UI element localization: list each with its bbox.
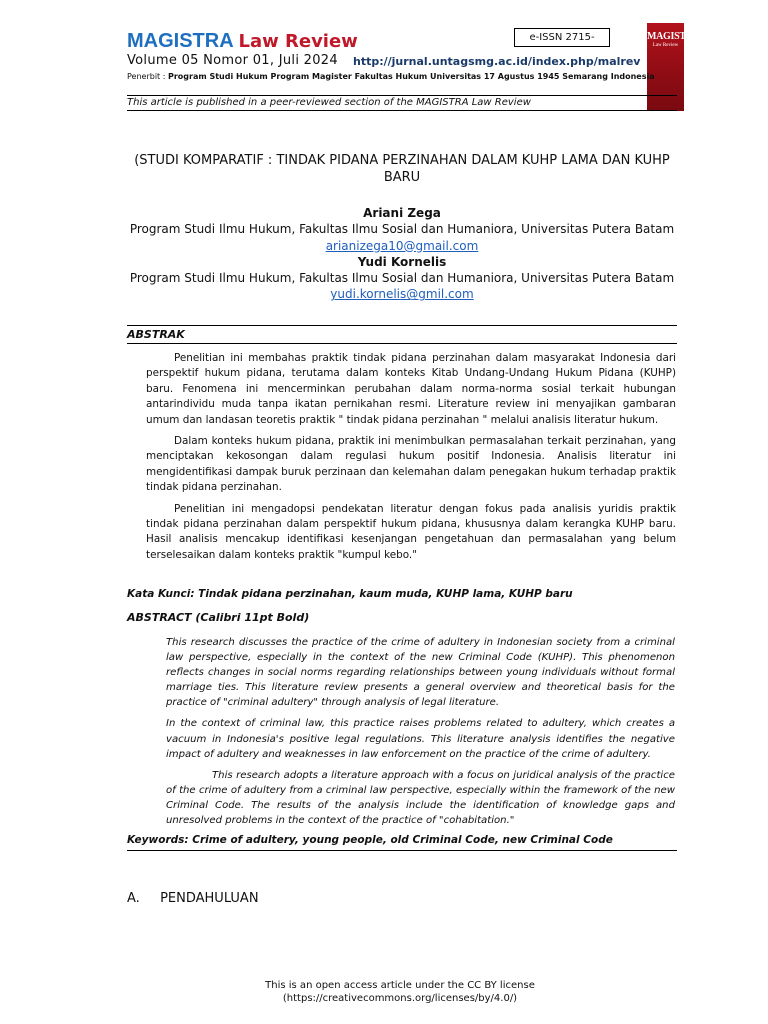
author-name: Ariani Zega bbox=[363, 206, 441, 220]
author-affiliation: Program Studi Ilmu Hukum, Fakultas Ilmu Sosial dan Humaniora, Universitas Putera Batam bbox=[129, 271, 675, 286]
abstract-paragraph: This research discusses the practice of the crime of adultery in Indonesian society from a criminal law perspective, especially in the context of the new Criminal Code (KUHP). This phenomenon reflects changes in social norms regarding relationships between young individuals without formal marriage ties. This literature review presents a general overview and theoretical basis for the practice of "criminal adultery" through analysis of legal literature. bbox=[166, 637, 675, 709]
abstract-heading: ABSTRACT (Calibri 11pt Bold) bbox=[127, 611, 310, 624]
abstract-body bbox=[166, 635, 675, 834]
peer-review-note: This article is published in a peer-reviewed section of the MAGISTRA Law Review bbox=[127, 97, 531, 108]
cover-subtitle: Law Review bbox=[652, 43, 679, 48]
author-email-link[interactable]: yudi.kornelis@gmil.com bbox=[330, 287, 474, 302]
abstrak-paragraph: Penelitian ini membahas praktik tindak pidana perzinahan dalam masyarakat Indonesia dari perspektif hukum pidana, terutama dalam konteks Kitab Undang-Undang Hukum Pidana (KUHP) baru. Fenomena ini mencerminkan perubahan dalam norma-norma sosial terkait hubungan antarindividu muda tanpa ikatan pernikahan resmi. Literature review ini menyajikan gambaran umum dan landasan teoretis praktik " tindak pidana perzinahan " melalui analisis literatur hukum. bbox=[146, 352, 676, 426]
author-email-link[interactable]: arianizega10@gmail.com bbox=[325, 238, 479, 253]
license-link[interactable]: (https://creativecommons.org/licenses/by/4.0/) bbox=[282, 993, 518, 1004]
section-title: PENDAHULUAN bbox=[160, 891, 259, 906]
issn-box: e-ISSN 2715- bbox=[514, 28, 610, 47]
abstract-paragraph: This research adopts a literature approach with a focus on juridical analysis of the practice of the crime of adultery from a criminal law perspective, especially within the framework of the new Criminal Code. The results of the analysis include the identification of knowledge gaps and unresolved problems in the context of the practice of "cohabitation." bbox=[166, 769, 675, 827]
kata-kunci: Kata Kunci: Tindak pidana perzinahan, kaum muda, KUHP lama, KUHP baru bbox=[127, 588, 573, 600]
abstract-paragraph: In the context of criminal law, this practice raises problems related to adultery, which creates a vacuum in Indonesia's positive legal regulations. This literature analysis identifies the negative impact of adultery and weaknesses in law enforcement on the practice of the crime of adultery. bbox=[166, 718, 675, 760]
divider bbox=[127, 110, 677, 111]
abstrak-body bbox=[146, 351, 676, 569]
author-name: Yudi Kornelis bbox=[357, 254, 447, 269]
author-affiliation: Program Studi Ilmu Hukum, Fakultas Ilmu Sosial dan Humaniora, Universitas Putera Batam bbox=[129, 222, 675, 237]
abstrak-heading: ABSTRAK bbox=[127, 328, 185, 341]
volume-info: Volume 05 Nomor 01, Juli 2024 bbox=[127, 53, 338, 68]
divider bbox=[127, 850, 677, 851]
publisher-label: Penerbit : bbox=[127, 72, 166, 81]
publisher-line bbox=[127, 72, 677, 82]
journal-url-link[interactable]: http://jurnal.untagsmg.ac.id/index.php/malrev bbox=[353, 55, 641, 68]
journal-name: MAGISTRA bbox=[127, 30, 233, 52]
journal-brand bbox=[127, 30, 358, 53]
section-number: A. bbox=[127, 891, 140, 906]
author-block bbox=[127, 205, 677, 303]
divider bbox=[127, 325, 677, 326]
abstrak-paragraph: Penelitian ini mengadopsi pendekatan literatur dengan fokus pada analisis yuridis praktik tindak pidana perzinahan dalam perspektif hukum pidana, khususnya dalam kerangka KUHP baru. Hasil analisis mencakup identifikasi kesenjangan pengetahuan dan permasalahan yang belum terselesaikan dalam konteks praktik "kumpul kebo." bbox=[146, 502, 676, 561]
divider bbox=[127, 95, 677, 96]
journal-cover-image bbox=[647, 23, 700, 111]
section-heading bbox=[127, 891, 259, 906]
keywords: Keywords: Crime of adultery, young people, old Criminal Code, new Criminal Code bbox=[127, 834, 613, 846]
article-title: (STUDI KOMPARATIF : TINDAK PIDANA PERZINAHAN DALAM KUHP LAMA DAN KUHP BARU bbox=[134, 153, 670, 185]
license-footer bbox=[0, 979, 768, 1005]
abstrak-paragraph: Dalam konteks hukum pidana, praktik ini menimbulkan permasalahan terkait perzinahan, yang menciptakan kekosongan dalam regulasi hukum positif Indonesia. Analisis literatur ini mengidentifikasi dampak buruk perzinaan dan kelemahan dalam penegakan hukum terhadap praktik tindak pidana perzinahan. bbox=[146, 435, 676, 494]
divider bbox=[127, 343, 677, 344]
journal-subname: Law Review bbox=[238, 31, 358, 52]
license-text: This is an open access article under the CC BY license bbox=[265, 980, 535, 991]
publisher-name: Program Studi Hukum Program Magister Fakultas Hukum Universitas 17 Agustus 1945 Semarang Indonesia bbox=[167, 72, 655, 81]
cover-title: MAGISTRA bbox=[647, 31, 700, 42]
